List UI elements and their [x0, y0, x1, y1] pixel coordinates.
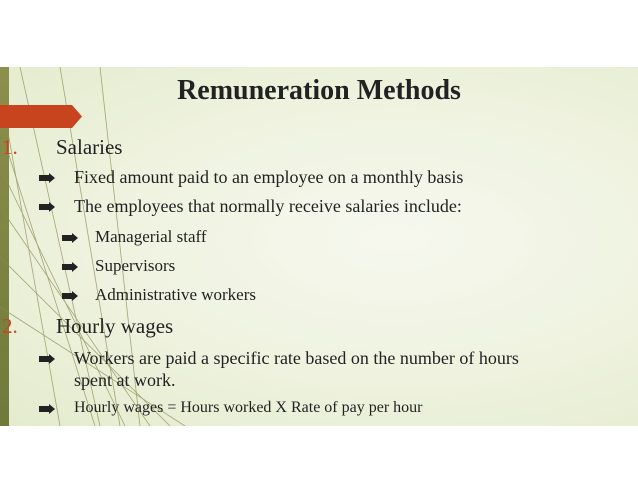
subbullet-managerial-staff: Managerial staff	[95, 227, 207, 246]
section-heading-hourly-wages: Hourly wages	[56, 314, 174, 338]
bullet-fixed-amount: Fixed amount paid to an employee on a monthly basis	[74, 167, 464, 187]
slide-title: Remuneration Methods	[177, 75, 461, 106]
bullet-hourly-wages-formula: Hourly wages = Hours worked X Rate of pay per hour	[74, 399, 423, 416]
section-number-2: 2.	[2, 314, 18, 338]
arrow-bullet-icon	[62, 233, 78, 243]
subbullet-administrative-workers: Administrative workers	[95, 285, 256, 304]
section-number-1: 1.	[2, 135, 18, 159]
arrow-bullet-icon	[62, 291, 78, 301]
arrow-bullet-icon	[39, 173, 55, 183]
subbullet-supervisors: Supervisors	[95, 256, 176, 275]
arrow-bullet-icon	[39, 404, 55, 414]
bullet-workers-paid-line1: Workers are paid a specific rate based on the number of hours	[74, 348, 519, 368]
arrow-bullet-icon	[62, 262, 78, 272]
accent-arrow-tab	[0, 105, 82, 128]
section-heading-salaries: Salaries	[56, 135, 123, 159]
bullet-workers-paid-line2: spent at work.	[74, 370, 176, 390]
bullet-employees-salaries: The employees that normally receive salaries include:	[74, 196, 462, 216]
arrow-bullet-icon	[39, 354, 55, 364]
slide	[0, 67, 638, 426]
arrow-bullet-icon	[39, 202, 55, 212]
